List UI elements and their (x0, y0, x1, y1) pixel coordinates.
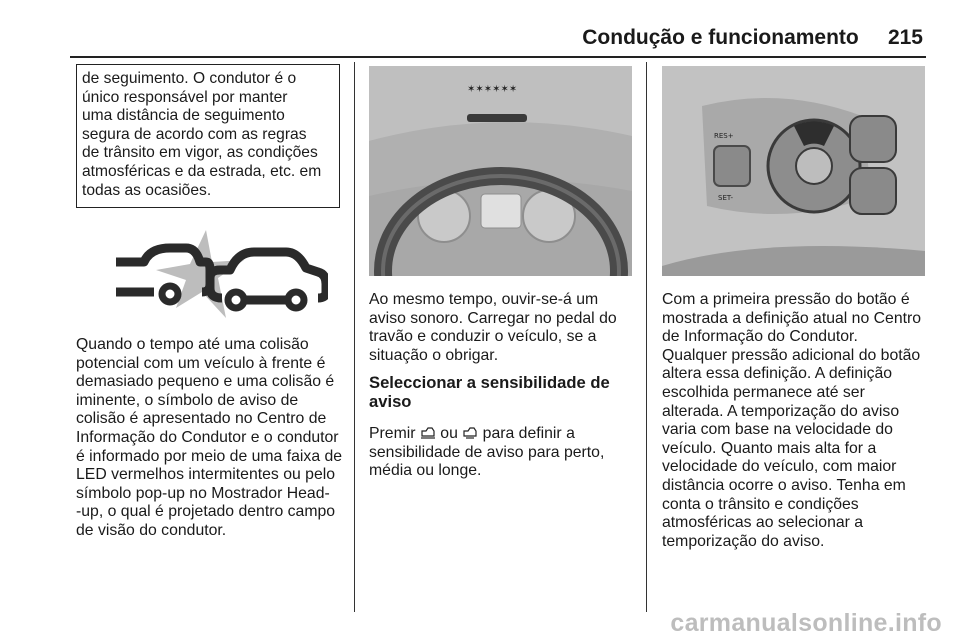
gap-decrease-icon (462, 426, 478, 440)
res-label: RES+ (714, 132, 734, 140)
watermark: carmanualsonline.info (670, 609, 942, 637)
note-text: de seguimento. O condutor é o único responsável por manter uma distância de seguimento segura de acordo com as regras de trânsito em vigor, as condições atmosféricas e da estrada, etc. em todas as ocasiões. (82, 70, 322, 199)
steering-wheel-controls-figure (662, 66, 925, 276)
body-text: Com a primeira pressão do botão é mostrada a definição atual no Centro de Informação do Condutor. Qualquer pressão adicional do botão altera essa definição. A definição escolhida permanece até ser alterada. A temporização do aviso varia com base na velocidade do veículo. Quanto mais alta for a velocidade do veículo, com maior distância ocorre o aviso. Tenha em conta o trânsito e condições atmosféricas ao selecionar a temporização do aviso. (662, 291, 922, 550)
page-header (0, 26, 923, 50)
body-text: Ao mesmo tempo, ouvir-se-á um aviso sonoro. Carregar no pedal do travão e conduzir o veículo, se a situação o obrigar. (369, 291, 617, 364)
section-heading: Seleccionar a sensibilidade de aviso (369, 373, 610, 411)
set-label: SET- (718, 194, 734, 202)
page-number: 215 (887, 26, 923, 49)
header-rule (70, 56, 926, 58)
column-divider (354, 62, 355, 612)
column-divider (646, 62, 647, 612)
hud-sensor-text: ✶✶✶✶✶✶ (467, 84, 518, 95)
instruction-text: Premir ou para definir a sensibilidade de aviso para perto, média ou longe. (369, 425, 605, 480)
collision-warning-icon (114, 222, 328, 330)
body-text: Quando o tempo até uma colisão potencial com um veículo à frente é demasiado pequeno e uma colisão é iminente, o símbolo de aviso de colisão é apresentado no Centro de Informação do Condutor e o condutor é informado por meio de uma faixa de LED vermelhos intermitentes ou pelo símbolo pop-up no Mostrador Head- -up, o qual é projetado dentro campo de visão do condutor. (76, 336, 343, 539)
gap-increase-icon (420, 426, 436, 440)
dashboard-figure (369, 66, 632, 276)
page-title: Condução e funcionamento (582, 26, 859, 49)
